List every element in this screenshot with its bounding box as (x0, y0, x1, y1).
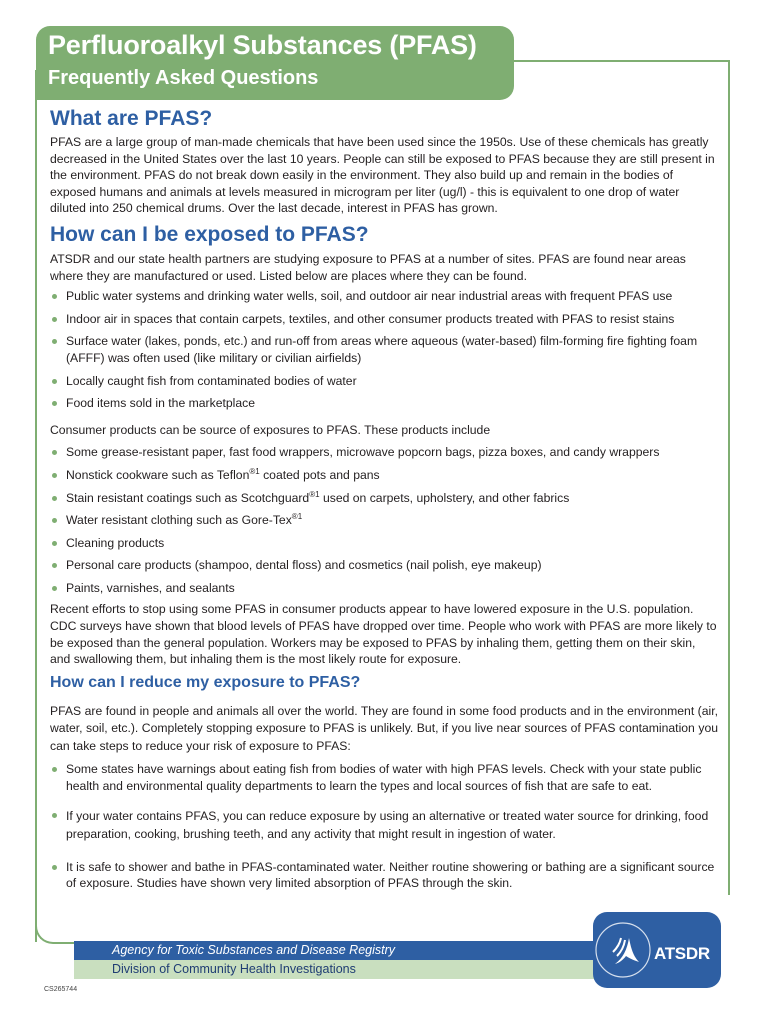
footer-division-name: Division of Community Health Investigations (112, 962, 356, 976)
bullet-icon (52, 586, 57, 591)
bullet-icon (52, 339, 57, 344)
heading-reduce-exposure: How can I reduce my exposure to PFAS? (50, 673, 361, 691)
heading-exposure: How can I be exposed to PFAS? (50, 222, 369, 246)
bullet-icon (52, 473, 57, 478)
list-item: Paints, varnishes, and sealants (50, 580, 718, 597)
bullet-icon (52, 450, 57, 455)
footer-agency-name: Agency for Toxic Substances and Disease Registry (112, 943, 396, 957)
reduce-intro-text: PFAS are found in people and animals all over the world. They are found in some food products and in the environment (air, water, soil, etc.). Completely stopping exposure to PFAS is unlikely. But, if you live near sources of PFAS contamination you can take steps to reduce your risk of exposure to PFAS: (50, 703, 718, 753)
page-subtitle: Frequently Asked Questions (48, 67, 319, 89)
bullet-icon (52, 767, 57, 772)
exposure-intro-text: ATSDR and our state health partners are studying exposure to PFAS at a number of sites. PFAS are found near areas where they are manufactured or used. Listed below are places where they can be found. (50, 251, 686, 283)
consumer-products-intro: Consumer products can be source of exposures to PFAS. These products include (50, 422, 491, 437)
atsdr-logo-text: ATSDR (654, 944, 710, 963)
bullet-icon (52, 563, 57, 568)
page-title: Perfluoroalkyl Substances (PFAS) (48, 30, 477, 60)
bullet-icon (52, 518, 57, 523)
bullet-icon (52, 813, 57, 818)
atsdr-logo (593, 912, 721, 988)
bullet-icon (52, 401, 57, 406)
list-item: Surface water (lakes, ponds, etc.) and run-off from areas where aqueous (water-based) film-forming fire fighting foam (AFFF) was often used (like military or civilian airfields) (50, 333, 718, 366)
exposure-closing-text: Recent efforts to stop using some PFAS in consumer products appear to have lowered exposure in the U.S. population. CDC surveys have shown that blood levels of PFAS have dropped over time. People who work with PFAS are more likely to be exposed than the general population. Workers may be exposed to PFAS by inhaling them, getting them on their skin, and swallowing them, but inhaling them is the most likely route for exposure. (50, 602, 717, 667)
heading-what-are-pfas: What are PFAS? (50, 107, 213, 130)
frame-border-left (35, 70, 37, 942)
bullet-icon (52, 294, 57, 299)
bullet-icon (52, 317, 57, 322)
bullet-icon (52, 496, 57, 501)
list-item: Cleaning products (50, 535, 718, 552)
list-item: Indoor air in spaces that contain carpets, textiles, and other consumer products treated with PFAS to resist stains (50, 311, 718, 328)
list-item: Stain resistant coatings such as Scotchguard$^{®1}$ used on carpets, upholstery, and other fabrics (50, 490, 718, 507)
list-item: If your water contains PFAS, you can reduce exposure by using an alternative or treated water source for drinking, food preparation, cooking, brushing teeth, and any activity that might result in ingestion of water. (50, 807, 718, 843)
bullet-icon (52, 379, 57, 384)
list-item: Water resistant clothing such as Gore-Tex$^{®1}$ (50, 512, 718, 529)
consumer-products-list (50, 444, 718, 596)
list-item: Public water systems and drinking water wells, soil, and outdoor air near industrial areas with frequent PFAS use (50, 288, 718, 305)
list-item: It is safe to shower and bathe in PFAS-contaminated water. Neither routine showering or bathing are a significant source of exposure. Studies have shown very limited absorption of PFAS through the skin. (50, 859, 718, 892)
list-item: Personal care products (shampoo, dental floss) and cosmetics (nail polish, eye makeup) (50, 557, 718, 574)
exposure-places-list (50, 288, 718, 412)
what-are-pfas-text: PFAS are a large group of man-made chemicals that have been used since the 1950s. Use of these chemicals has greatly decreased in the United States over the last 10 years. People can still be exposed to PFAS because they are still present in the environment. PFAS do not break down easily in the environment. They also build up and remain in the bodies of exposed humans and animals at levels measured in microgram per liter (ug/l) - this is equivalent to one drop of water diluted into 250 chemical drums. Over the last decade, interest in PFAS has grown. (50, 135, 715, 216)
list-item: Some grease-resistant paper, fast food wrappers, microwave popcorn bags, pizza boxes, and candy wrappers (50, 444, 718, 461)
list-item: Nonstick cookware such as Teflon$^{®1}$ coated pots and pans (50, 467, 718, 484)
list-item: Food items sold in the marketplace (50, 395, 718, 412)
reduce-tips-list (50, 761, 718, 891)
document-code: CS265744 (44, 986, 78, 993)
main-content (50, 103, 718, 892)
bullet-icon (52, 865, 57, 870)
frame-border-corner (35, 920, 77, 944)
bullet-icon (52, 541, 57, 546)
frame-border-right (728, 60, 730, 895)
list-item: Some states have warnings about eating fish from bodies of water with high PFAS levels. Check with your state public health and environmental quality departments to learn the types and local sources of fish that are safe to eat. (50, 761, 718, 794)
list-item: Locally caught fish from contaminated bodies of water (50, 373, 718, 390)
